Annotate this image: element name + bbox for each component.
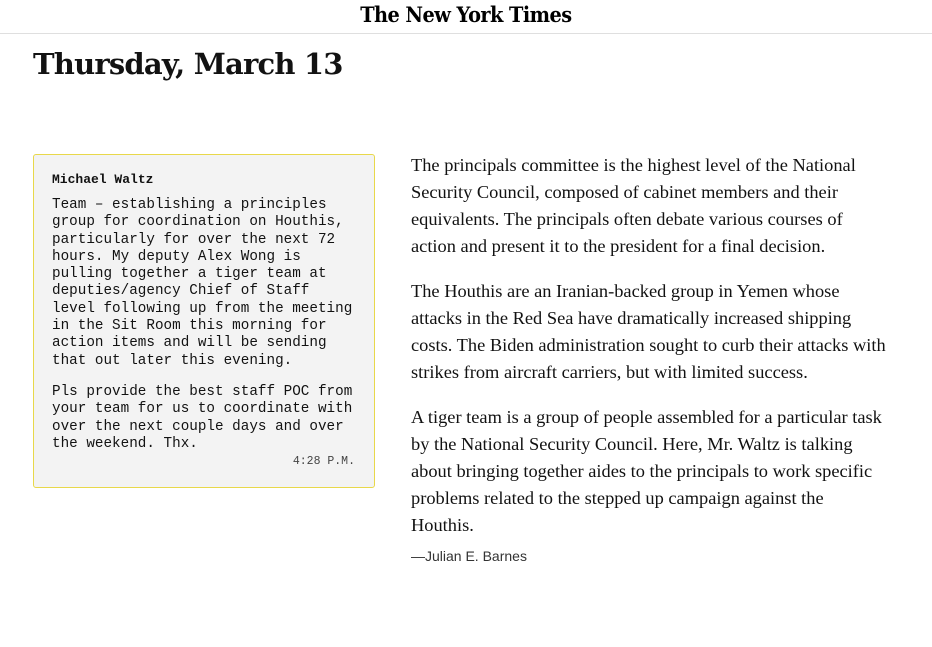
message-paragraph: Team – establishing a principles group for coordination on Houthis, particularly for over the next 72 hours. My deputy Alex Wong is pulling together a tiger team at deputies/agency Chief of Staff level following up from the meeting in the Sit Room this morning for action items and will be sending that out later this evening.	[52, 197, 353, 369]
date-heading: Thursday, March 13	[33, 47, 343, 81]
annotation-paragraph: The Houthis are an Iranian-backed group in Yemen whose attacks in the Red Sea have dramatically increased shipping costs. The Biden administration sought to curb their attacks with strikes from aircraft carriers, but with limited success.	[411, 281, 886, 382]
message-sender: Michael Waltz	[52, 172, 154, 187]
annotation-paragraph: A tiger team is a group of people assembled for a particular task by the National Security Council. Here, Mr. Waltz is talking about bringing together aides to the principals to work specific problems related to the stepped up campaign against the Houthis.	[411, 407, 882, 535]
byline: —Julian E. Barnes	[411, 548, 527, 564]
message-paragraph: Pls provide the best staff POC from your team for us to coordinate with over the next couple days and over the weekend. Thx.	[52, 383, 353, 452]
nyt-logo[interactable]: The New York Times	[360, 2, 572, 27]
masthead	[0, 0, 932, 34]
annotation-column	[411, 152, 891, 564]
annotation-paragraph: The principals committee is the highest level of the National Security Council, composed of cabinet members and their equivalents. The principals often debate various courses of action and present it to the president for a final decision.	[411, 155, 856, 256]
message-timestamp: 4:28 P.M.	[292, 455, 355, 468]
message-card	[33, 154, 375, 488]
